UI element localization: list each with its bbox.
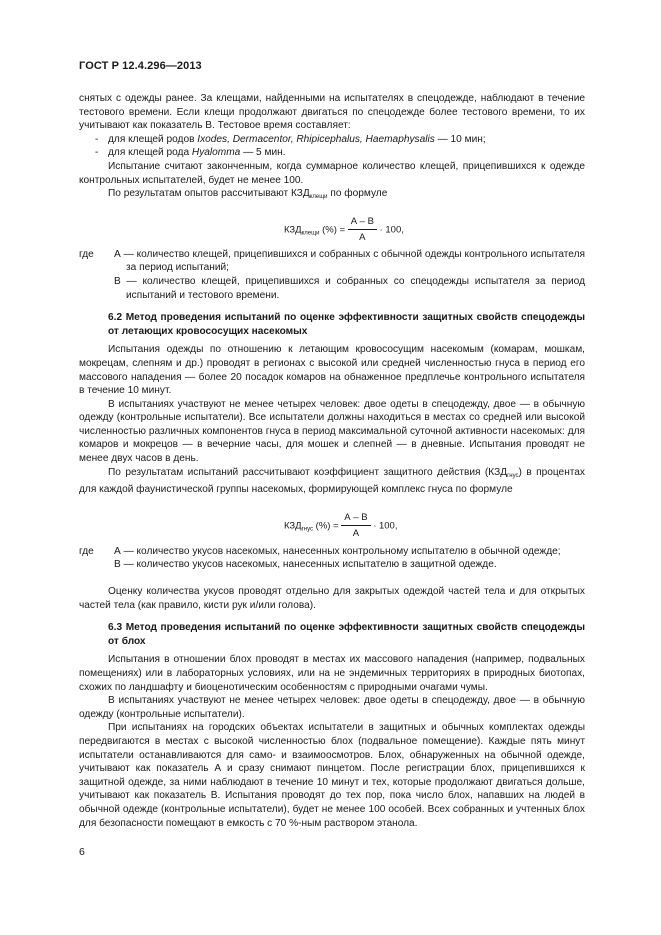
legend-a: А — количество укусов насекомых, нанесенных контрольному испытателю в обычной одежде; xyxy=(114,545,561,557)
page-number: 6 xyxy=(79,846,85,858)
paragraph: В испытаниях участвуют не менее четырех человек: двое одеты в спецодежду, двое — в обычную одежду (контрольные испытатели). Все испытатели должны находиться в местах со средней или высокой численностью различных компонентов гнуса в период максимальной суточной активности насекомых: для комаров и мокрецов — в вечерние часы, для мошек и слепней — в дневные. Испытания проводят не менее двух часов в день. xyxy=(79,398,585,465)
list-item: - для клещей родов Ixodes, Dermacentor, Rhipicephalus, Haemaphysalis — 10 мин; xyxy=(95,133,486,145)
paragraph: Испытания в отношении блох проводят в местах их массового нападения (например, подвальных помещениях) или в лабораторных условиях, или на не эндемичных территориях в природных биотопах, схожих по ландшафту и биоценотическим особенностям с природными очагами чумы. xyxy=(79,654,585,693)
paragraph: По результатам испытаний рассчитывают коэффициент защитного действия $(КЗД_{гнус})$ в процентах для каждой фаунистической группы насекомых, формирующей комплекс гнуса по формуле xyxy=(79,466,585,496)
section-heading-6-3: 6.3 Метод проведения испытаний по оценке эффективности защитных свойств спецодежды от блох xyxy=(108,622,585,647)
document-body xyxy=(79,92,585,830)
formula-kzd-gnus: $КЗД_{гнус}$ (%) = А – В А · 100, xyxy=(284,511,398,540)
paragraph: Испытания одежды по отношению к летающим кровососущим насекомым (комарам, мошкам, мокрецам, слепням и др.) проводят в регионах с высокой или средней численностью гнуса в период его массового нападения — более 20 посадок комаров на обнаженное предплечье контрольного испытателя в течение 10 минут. xyxy=(79,344,585,397)
formula-legend xyxy=(79,248,585,302)
legend-b: В — количество укусов насекомых, нанесенных испытателю в защитной одежде. xyxy=(114,559,497,571)
formula-kzd-ticks: $КЗД_{клещи}$ (%) = А – В А · 100, xyxy=(284,215,404,244)
paragraph: Испытание считают законченным, когда суммарное количество клещей, прицепившихся к одежде контрольных испытателей, будет не менее 100. xyxy=(79,160,585,186)
formula-legend xyxy=(79,545,585,572)
paragraph: По результатам опытов рассчитывают $КЗД_{клещи}$ по формуле xyxy=(108,188,388,201)
paragraph: При испытаниях на городских объектах испытатели в защитных и обычных комплектах одежды передвигаются в местах с высокой численностью блох (подвальное помещение). Каждые пять минут испытатели останавливаются для само- и взаимоосмотров. Блох, обнаруженных на обычной одежде, учитывают как показатель А и сразу снимают пинцетом. После регистрации блох, прицепившихся к защитной одежде, за ними наблюдают в течение 10 минут и тех, которые продолжают двигаться дольше, учитывают как показатель В. Испытания проводят до тех пор, пока число блох, напавших на людей в обычной одежде (контрольные испытатели), будет не менее 100 особей. Всех собранных и учтенных блох для безопасности помещают в емкость с 70 %-ным раствором этанола. xyxy=(79,722,585,829)
paragraph: В испытаниях участвуют не менее четырех человек: двое одеты в спецодежду, двое — в обычную одежду (контрольные испытатели). xyxy=(79,695,585,720)
document-header: ГОСТ Р 12.4.296—2013 xyxy=(79,60,202,72)
legend-a: А — количество клещей, прицепившихся и собранных с обычной одежды контрольного испытателя за период испытаний; xyxy=(114,248,585,274)
list-item: - для клещей рода Hyalomma — 5 мин. xyxy=(95,147,286,159)
section-heading-6-2: 6.2 Метод проведения испытаний по оценке эффективности защитных свойств спецодежды от летающих кровососущих насекомых xyxy=(108,312,585,337)
legend-b: В — количество клещей, прицепившихся и собранных со спецодежды испытателя за период испытаний и тестового времени. xyxy=(114,275,585,301)
paragraph: Оценку количества укусов проводят отдельно для закрытых одеждой частей тела и для открытых частей тела (как правило, кисти рук и/или голова). xyxy=(79,586,585,611)
paragraph: снятых с одежды ранее. За клещами, найденными на испытателях в спецодежде, наблюдают в течение тестового времени. Если клещи продолжают двигаться по спецодежде более тестового времени, то их учитывают как показатель В. Тестовое время составляет: xyxy=(79,93,585,132)
where-label: где xyxy=(79,545,94,557)
where-label: где xyxy=(79,248,94,260)
